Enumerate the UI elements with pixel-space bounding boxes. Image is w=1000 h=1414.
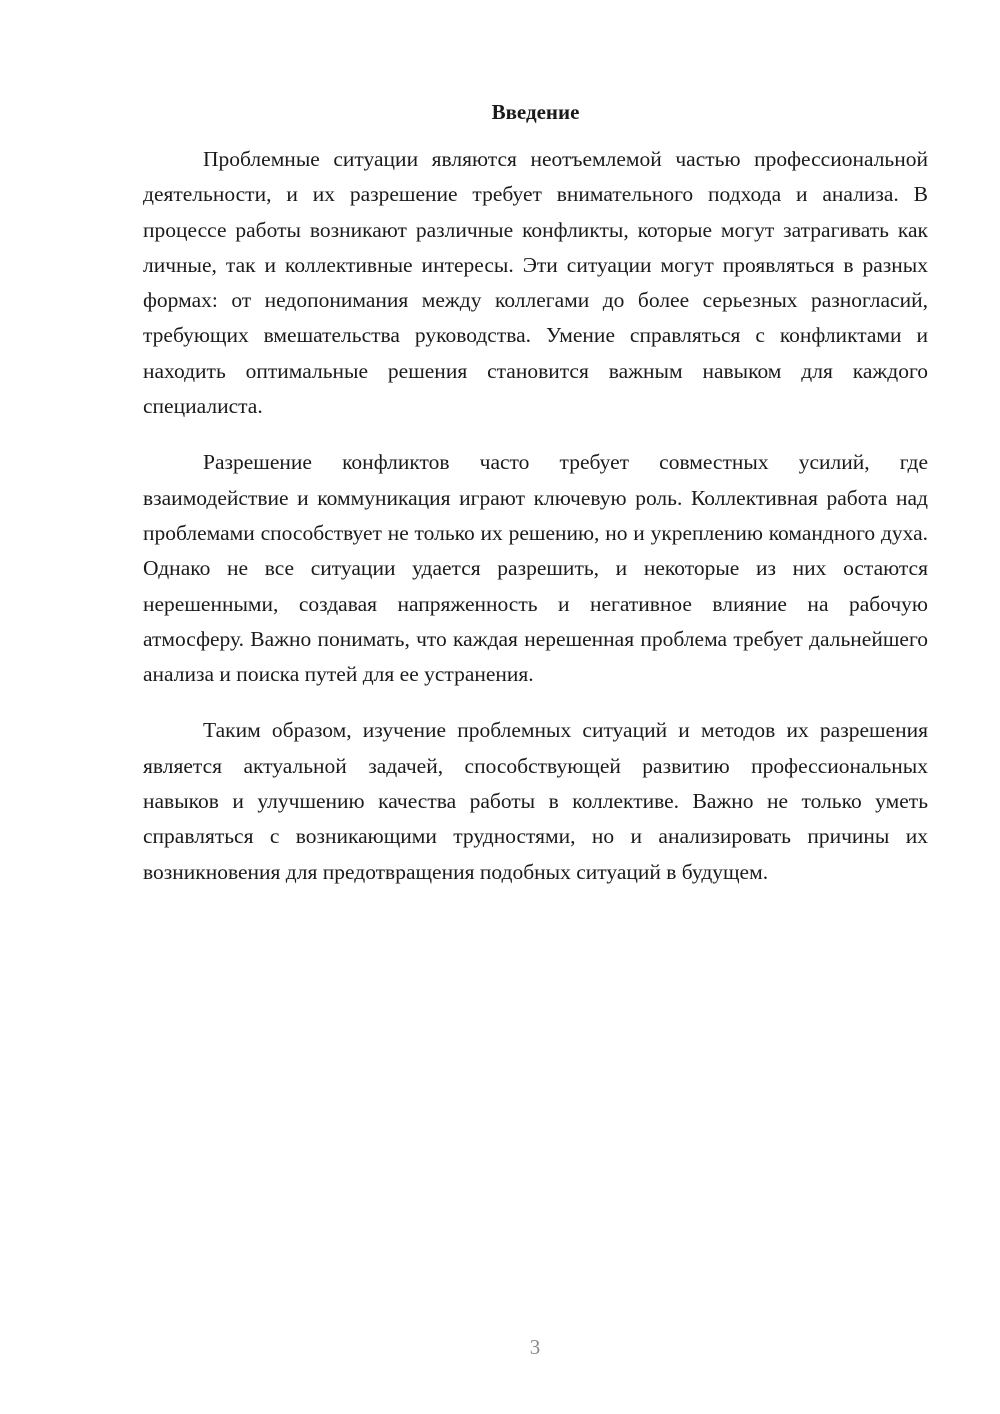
body-text [143, 142, 928, 890]
section-heading: Введение [491, 100, 580, 124]
paragraph-2: Разрешение конфликтов часто требует совместных усилий, где взаимодействие и коммуникация играют ключевую роль. Коллективная работа над проблемами способствует не только их решению, но и укреплению командного духа. Однако не все ситуации удается разрешить, и некоторые из них остаются нерешенными, создавая напряженность и негативное влияние на рабочую атмосферу. Важно понимать, что каждая нерешенная проблема требует дальнейшего анализа и поиска путей для ее устранения. [143, 450, 928, 687]
page-number: 3 [529, 1335, 541, 1359]
paragraph-1: Проблемные ситуации являются неотъемлемой частью профессиональной деятельности, и их разрешение требует внимательного подхода и анализа. В процессе работы возникают различные конфликты, которые могут затрагивать как личные, так и коллективные интересы. Эти ситуации могут проявляться в разных формах: от недопонимания между коллегами до более серьезных разногласий, требующих вмешательства руководства. Умение справляться с конфликтами и находить оптимальные решения становится важным навыком для каждого специалиста. [143, 147, 928, 419]
paragraph-3: Таким образом, изучение проблемных ситуаций и методов их разрешения является актуальной задачей, способствующей развитию профессиональных навыков и улучшению качества работы в коллективе. Важно не только уметь справляться с возникающими трудностями, но и анализировать причины их возникновения для предотвращения подобных ситуаций в будущем. [143, 718, 928, 884]
